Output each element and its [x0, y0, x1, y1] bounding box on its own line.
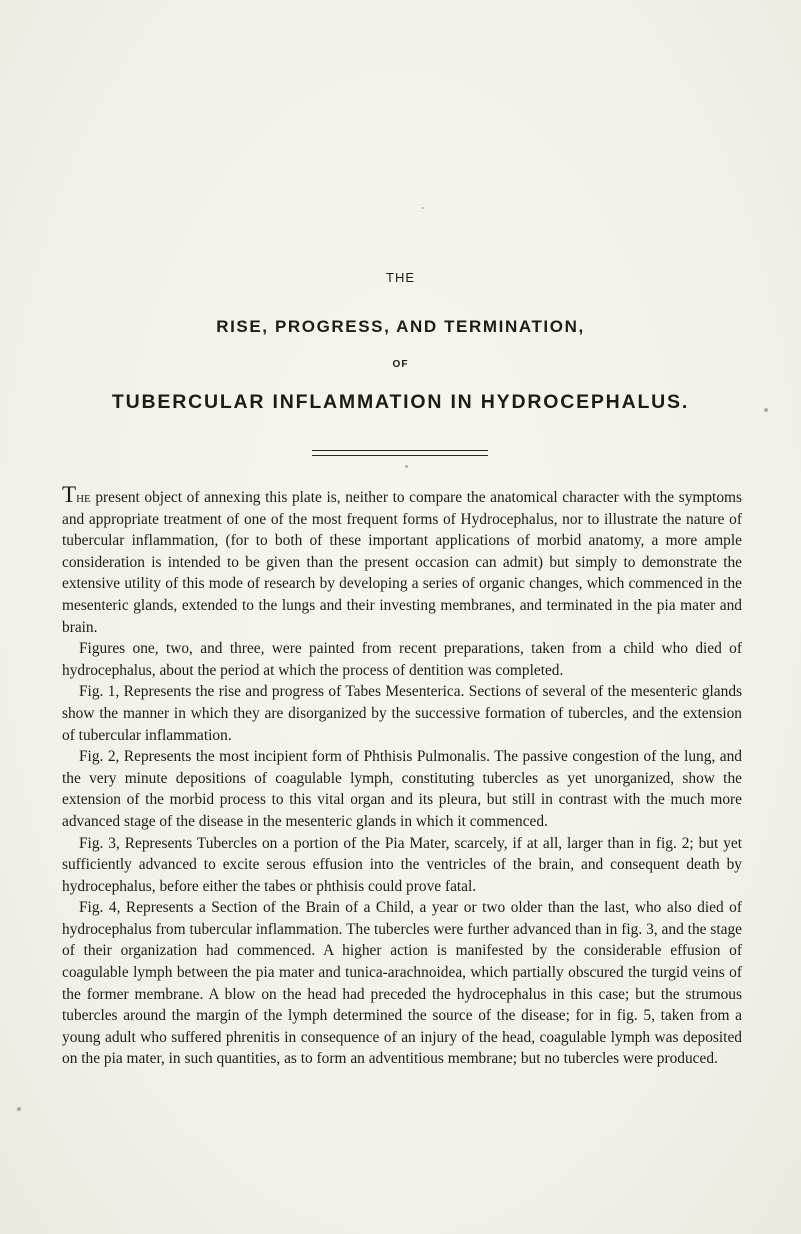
page-title: TUBERCULAR INFLAMMATION IN HYDROCEPHALUS. — [111, 391, 690, 413]
double-rule-divider — [312, 450, 488, 456]
title-of: OF — [392, 359, 409, 370]
drop-cap: T — [62, 482, 77, 507]
paper-speck — [17, 1107, 21, 1111]
paper-speck — [405, 465, 408, 468]
title-rise-progress-termination: RISE, PROGRESS, AND TERMINATION, — [216, 317, 585, 336]
paragraph-figures: Figures one, two, and three, were painted from recent preparations, taken from a child who died of hydrocephalus, about the period at which the process of dentition was completed. — [62, 640, 742, 679]
paragraph-fig-2: Fig. 2, Represents the most incipient form of Phthisis Pulmonalis. The passive congestion of the lung, and the very minute depositions of coagulable lymph, constituting tubercles as yet unorganized, show the extension of the morbid process to this vital organ and its pleura, but still in contrast with the much more advanced stage of the disease in the mesenteric glands in which it commenced. — [62, 748, 742, 830]
small-caps-word: he — [76, 489, 91, 506]
paragraph-intro — [62, 484, 742, 638]
body-text — [62, 484, 742, 1070]
paragraph-fig-1: Fig. 1, Represents the rise and progress of Tabes Mesenterica. Sections of several of the mesenteric glands show the manner in which they are disorganized by the successive formation of tubercles, and the extension of tubercular inflammation. — [62, 683, 742, 744]
paragraph-fig-3: Fig. 3, Represents Tubercles on a portion of the Pia Mater, scarcely, if at all, larger than in fig. 2; but yet sufficiently advanced to excite serous effusion into the ventricles of the brain, and consequent death by hydrocephalus, before either the tabes or phthisis could prove fatal. — [62, 834, 742, 895]
paragraph-intro-text: present object of annexing this plate is, neither to compare the anatomical character with the symptoms and appropriate treatment of one of the most frequent forms of Hydrocephalus, nor to illustrate the nature of tubercular inflammation, (for to both of these important applications of morbid anatomy, a more ample consideration is intended to be given than the present occasion can admit) but simply to demonstrate the extensive utility of this mode of research by developing a series of organic changes, which commenced in the mesenteric glands, extended to the lungs and their investing membranes, and terminated in the pia mater and brain. — [62, 489, 742, 636]
paper-speck — [422, 207, 424, 209]
paragraph-fig-4: Fig. 4, Represents a Section of the Brain of a Child, a year or two older than the last, who also died of hydrocephalus from tubercular inflammation. The tubercles were further advanced than in fig. 3, and the stage of their organization had commenced. A higher action is manifested by the considerable effusion of coagulable lymph between the pia mater and tunica-arachnoidea, which partially obscured the turgid veins of the former membrane. A blow on the head had preceded the hydrocephalus in this case; but the strumous tubercles around the margin of the lymph determined the source of the disease; for in fig. 5, taken from a young adult who suffered phrenitis in consequence of an injury of the head, coagulable lymph was deposited on the pia mater, in such quantities, as to form an adventitious membrane; but no tubercles were produced. — [62, 899, 742, 1068]
paper-speck — [764, 408, 768, 412]
title-the: THE — [386, 270, 415, 285]
